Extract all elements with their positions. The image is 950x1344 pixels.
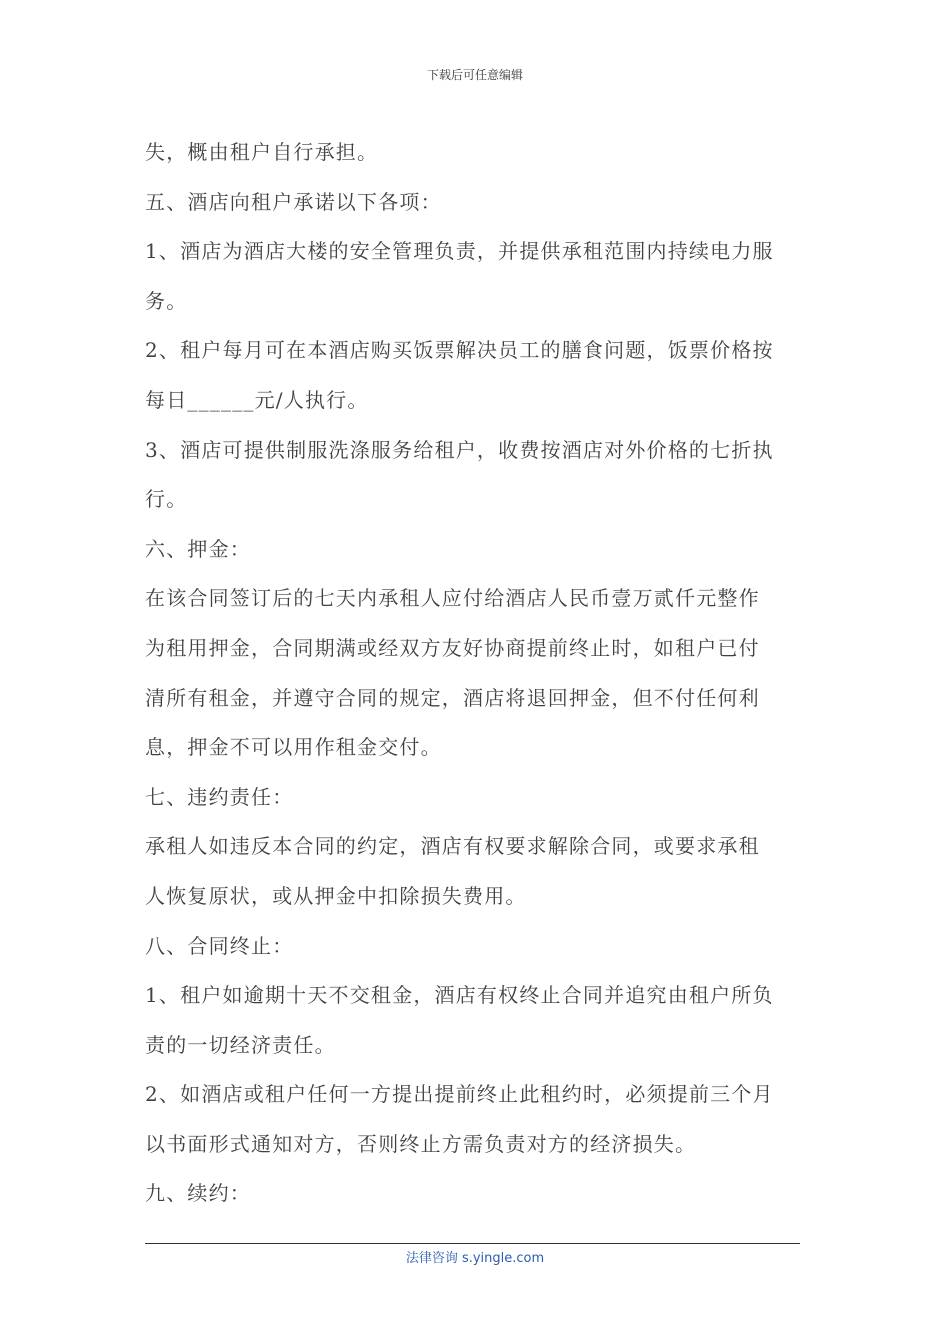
paragraph-line: 每日______元/人执行。: [145, 387, 369, 412]
paragraph-line: 2、租户每月可在本酒店购买饭票解决员工的膳食问题，饭票价格按: [145, 338, 774, 363]
paragraph-line: 失，概由租户自行承担。: [145, 140, 379, 164]
section-heading: 六、押金：: [145, 536, 251, 561]
paragraph-line: 为租用押金，合同期满或经双方友好协商提前终止时，如租户已付: [145, 635, 760, 660]
page-header: 下载后可任意编辑: [426, 68, 523, 82]
paragraph-line: 清所有租金，并遵守合同的规定，酒店将退回押金，但不付任何利: [145, 685, 760, 710]
paragraph-line: 承租人如违反本合同的约定，酒店有权要求解除合同，或要求承租: [145, 834, 760, 859]
section-heading: 八、合同终止：: [145, 933, 294, 958]
document-body: [145, 128, 810, 1219]
paragraph-line: 2、如酒店或租户任何一方提出提前终止此租约时，必须提前三个月: [145, 1082, 774, 1107]
section-heading: 七、违约责任：: [145, 784, 294, 809]
footer-link[interactable]: 法律咨询 s.yingle.com: [405, 1251, 545, 1266]
paragraph-line: 在该合同签订后的七天内承租人应付给酒店人民币壹万贰仟元整作: [145, 586, 760, 611]
paragraph-line: 行。: [145, 487, 188, 512]
section-heading: 五、酒店向租户承诺以下各项：: [145, 189, 442, 214]
paragraph-line: 务。: [145, 288, 188, 313]
paragraph-line: 人恢复原状，或从押金中扣除损失费用。: [145, 883, 527, 908]
paragraph-line: 1、酒店为酒店大楼的安全管理负责，并提供承租范围内持续电力服: [145, 239, 774, 264]
paragraph-line: 以书面形式通知对方，否则终止方需负责对方的经济损失。: [145, 1131, 697, 1156]
footer-divider: [145, 1243, 800, 1244]
paragraph-line: 1、租户如逾期十天不交租金，酒店有权终止合同并追究由租户所负: [145, 983, 774, 1008]
section-heading: 九、续约：: [145, 1181, 251, 1206]
paragraph-line: 3、酒店可提供制服洗涤服务给租户，收费按酒店对外价格的七折执: [145, 437, 774, 462]
paragraph-line: 息，押金不可以用作租金交付。: [145, 735, 442, 760]
paragraph-line: 责的一切经济责任。: [145, 1032, 336, 1057]
